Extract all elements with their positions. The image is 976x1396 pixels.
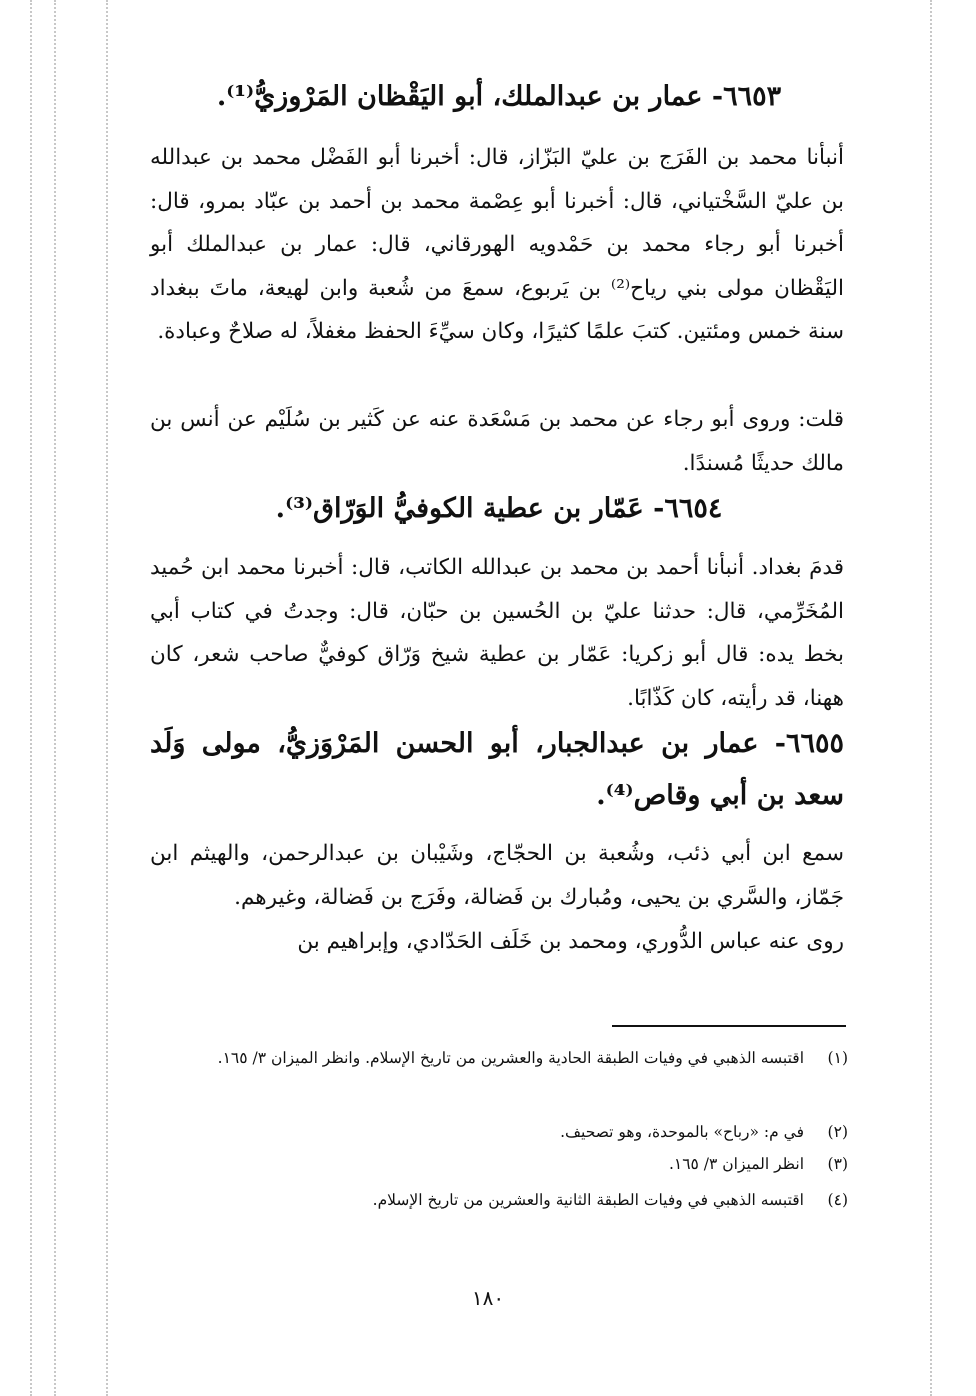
footnote-number: (٤)	[827, 1191, 848, 1209]
scan-dotted-line-left-inner	[54, 0, 56, 1396]
footnote-separator	[612, 1025, 846, 1027]
footnote-number: (١)	[827, 1049, 848, 1067]
footnote-2	[150, 1118, 848, 1147]
entry-6654-paragraph-1: قدمَ بغداد. أنبأنا أحمد بن محمد بن عبدالله الكاتب، قال: أخبرنا محمد ابن حُميد المُخَرِّمي، قال: حدثنا عليّ بن الحُسين بن حبّان، قال: وجدتُ في كتاب أبي بخط يده: قال أبو زكريا: عَمّار بن عطية شيخ وَرّاق كوفيٌّ صاحب شعر، كان ههنا، قد رأيته، كان كَذّابًا.	[150, 555, 844, 711]
entry-6655-paragraph-1: سمع ابن أبي ذئب، وشُعبة بن الحجّاج، وشَيْبان بن عبدالرحمن، والهيثم ابن جَمّاز، والسَّري بن يحيى، ومُبارك بن فَضالة، وفَرَج بن فَضالة، وغيرهم.	[150, 841, 844, 910]
footnote-4	[150, 1186, 848, 1215]
entry-heading-6653: ٦٦٥٣- عمار بن عبدالملك، أبو اليَقْظان المَرْوزيُّ⁽¹⁾.	[216, 81, 782, 112]
entry-6655-paragraph-2: روى عنه عباس الدُّوري، ومحمد بن خَلَف الحَدّادي، وإبراهيم بن	[297, 929, 844, 954]
footnote-number: (٢)	[827, 1123, 848, 1141]
scan-dotted-line-left	[30, 0, 32, 1396]
footnote-number: (٣)	[827, 1155, 848, 1173]
entry-6653-paragraph-2: قلت: وروى أبو رجاء عن محمد بن مَسْعَدة عنه عن كَثير بن سُلَيْم عن أنس بن مالك حديثًا مُسندًا.	[150, 407, 844, 476]
footnote-text: اقتبسه الذهبي في وفيات الطبقة الثانية والعشرين من تاريخ الإسلام.	[372, 1191, 804, 1209]
entry-heading-6654: ٦٦٥٤- عَمّار بن عطية الكوفيُّ الوَرّاق⁽³⁾.	[275, 493, 723, 524]
footnote-text: في م: «رباح» بالموحدة، وهو تصحيف.	[560, 1123, 804, 1141]
footnote-text: اقتبسه الذهبي في وفيات الطبقة الحادية والعشرين من تاريخ الإسلام. وانظر الميزان ٣/ ١٦٥.	[217, 1049, 804, 1067]
scan-dotted-line-left-far	[106, 0, 108, 1396]
page-number: ١٨٠	[471, 1286, 505, 1310]
scan-dotted-line-right	[930, 0, 932, 1396]
footnote-3	[150, 1150, 848, 1179]
footnote-1	[150, 1044, 848, 1073]
entry-heading-6655: ٦٦٥٥- عمار بن عبدالجبار، أبو الحسن المَرْوَزيُّ، مولى وَلَد سعد بن أبي وقاص⁽⁴⁾.	[150, 728, 844, 811]
entry-6653-paragraph-1: أنبأنا محمد بن الفَرَج بن عليّ البَزّاز، قال: أخبرنا أبو الفَضْل محمد بن عبدالله بن عليّ السَّخْتياني، قال: أخبرنا أبو عِصْمة محمد بن أحمد بن عبّاد بمرو، قال: أخبرنا أبو رجاء محمد بن حَمْدويه الهورقاني، قال: عمار بن عبدالملك أبو اليَقْظان مولى بني رياح⁽²⁾ بن يَربوع، سمعَ من شُعبة وابن لهيعة، ماتَ ببغداد سنة خمس ومئتين. كتبَ علمًا كثيرًا، وكان سيِّءَ الحفظ مغفلاً، له صلاحٌ وعبادة.	[150, 145, 844, 345]
footnote-text: انظر الميزان ٣/ ١٦٥.	[668, 1155, 804, 1173]
